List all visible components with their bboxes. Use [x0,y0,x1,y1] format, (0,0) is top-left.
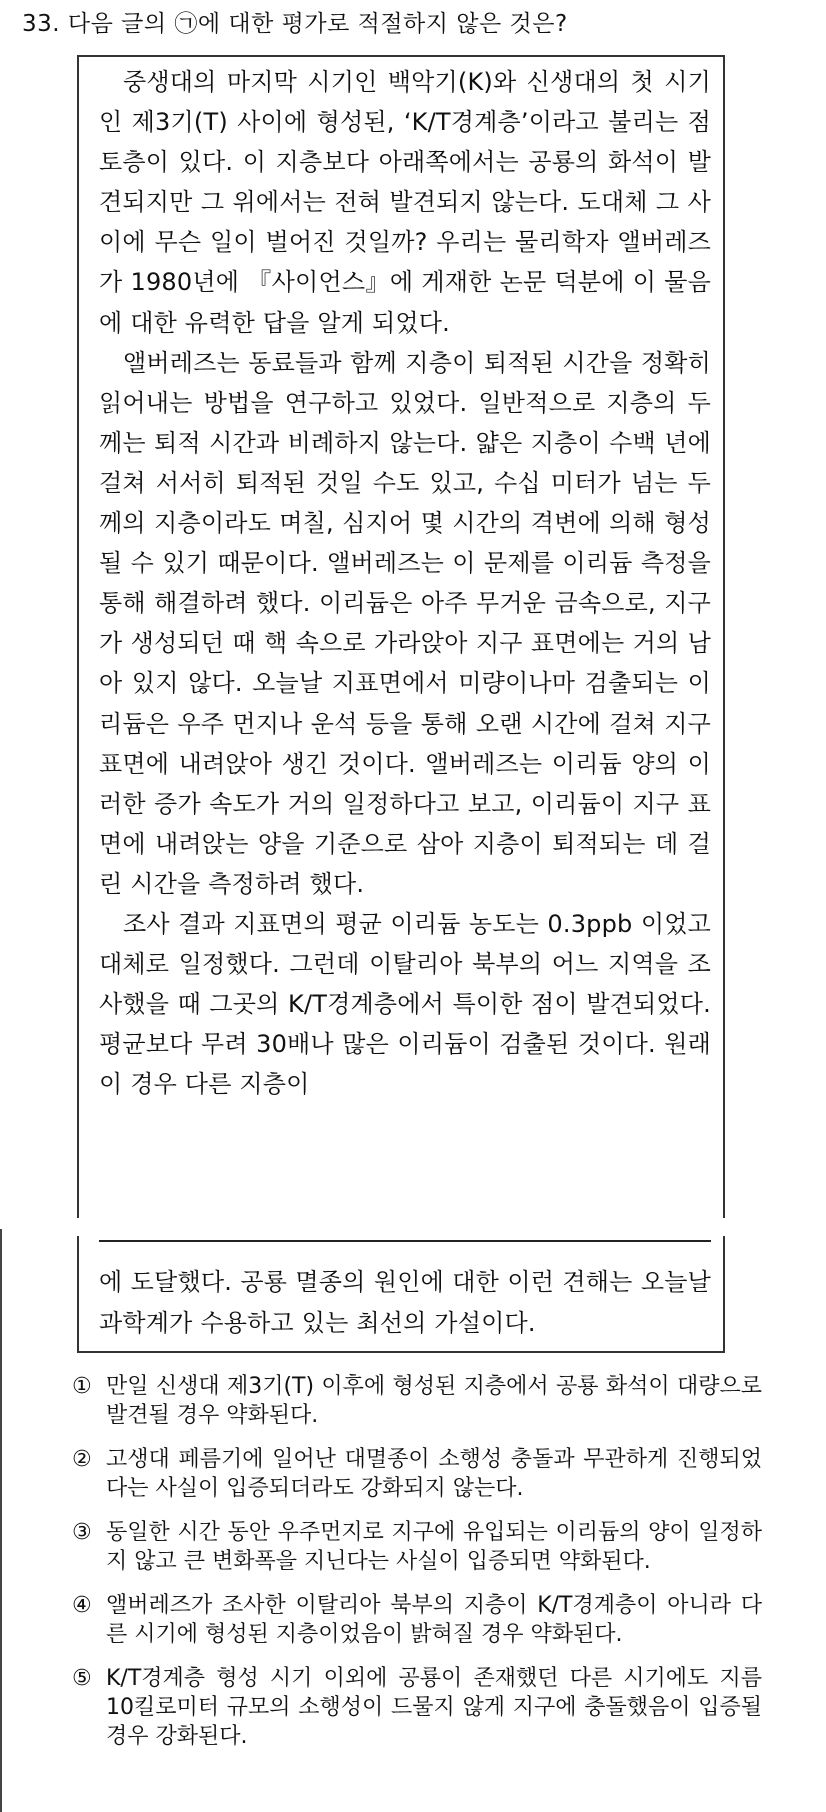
fold-cut-rule [99,1240,711,1242]
choice-number: ④ [72,1593,92,1618]
left-margin-rule [0,1229,2,1812]
question-text: 다음 글의 ㉠에 대한 평가로 적절하지 않은 것은? [67,11,568,37]
choice-text: 만일 신생대 제3기(T) 이후에 형성된 지층에서 공룡 화석이 대량으로 발견될 경우 약화된다. [106,1374,762,1428]
question-number: 33. [22,11,61,37]
passage-paragraph-2: 앨버레즈는 동료들과 함께 지층이 퇴적된 시간을 정확히 읽어내는 방법을 연구하고 있었다. 일반적으로 지층의 두께는 퇴적 시간과 비례하지 않는다. 얇은 지층이 수백 년에 걸쳐 서서히 퇴적된 것일 수도 있고, 수십 미터가 넘는 두께의 지층이라도 며칠, 심지어 몇 시간의 격변에 의해 형성될 수 있기 때문이다. 앨버레즈는 이 문제를 이리듐 측정을 통해 해결하려 했다. 이리듐은 아주 무거운 금속으로, 지구가 생성되던 때 핵 속으로 가라앉아 지구 표면에는 거의 남아 있지 않다. 오늘날 지표면에서 미량이나마 검출되는 이리듐은 우주 먼지나 운석 등을 통해 오랜 시간에 걸쳐 지구 표면에 내려앉아 생긴 것이다. 앨버레즈는 이리듐 양의 이러한 증가 속도가 거의 일정하다고 보고, 이리듐이 지구 표면에 내려앉는 양을 기준으로 삼아 지층이 퇴적되는 데 걸린 시간을 측정하려 했다. [99,348,711,898]
choice-text: 고생대 페름기에 일어난 대멸종이 소행성 충돌과 무관하게 진행되었다는 사실이 입증되더라도 강화되지 않는다. [106,1447,762,1501]
passage-paragraph-1: 중생대의 마지막 시기인 백악기(K)와 신생대의 첫 시기인 제3기(T) 사이에 형성된, ‘K/T경계층’이라고 불리는 점토층이 있다. 이 지층보다 아래쪽에서는 공룡의 화석이 발견되지만 그 위에서는 전혀 발견되지 않는다. 도대체 그 사이에 무슨 일이 벌어진 것일까? 우리는 물리학자 앨버레즈가 1980년에 『사이언스』에 게재한 논문 덕분에 이 물음에 대한 유력한 답을 알게 되었다. [99,68,711,337]
choice-2[interactable] [72,1445,762,1503]
choice-4[interactable] [72,1591,762,1649]
choice-text: 동일한 시간 동안 우주먼지로 지구에 유입되는 이리듐의 양이 일정하지 않고 큰 변화폭을 지닌다는 사실이 입증되면 약화된다. [106,1520,762,1574]
passage-lower [99,1262,711,1344]
passage-upper [99,62,711,1104]
answer-choices [72,1372,762,1766]
choice-1[interactable] [72,1372,762,1430]
choice-number: ③ [72,1520,92,1545]
choice-text: 앨버레즈가 조사한 이탈리아 북부의 지층이 K/T경계층이 아니라 다른 시기에 형성된 지층이었음이 밝혀질 경우 약화된다. [106,1593,762,1647]
question-stem [22,8,568,40]
choice-number: ② [72,1447,92,1472]
choice-5[interactable] [72,1664,762,1751]
passage-paragraph-4: 에 도달했다. 공룡 멸종의 원인에 대한 이런 견해는 오늘날 과학계가 수용하고 있는 최선의 가설이다. [99,1268,711,1337]
choice-text: K/T경계층 형성 시기 이외에 공룡이 존재했던 다른 시기에도 지름 10킬로미터 규모의 소행성이 드물지 않게 지구에 충돌했음이 입증될 경우 강화된다. [106,1666,762,1749]
page-fold-gap [70,1218,734,1236]
choice-3[interactable] [72,1518,762,1576]
choice-number: ⑤ [72,1666,92,1691]
choice-number: ① [72,1374,92,1399]
page-fold-cut-line [99,1240,711,1254]
passage-paragraph-3: 조사 결과 지표면의 평균 이리듐 농도는 0.3ppb 이었고 대체로 일정했다. 그런데 이탈리아 북부의 어느 지역을 조사했을 때 그곳의 K/T경계층에서 특이한 점이 발견되었다. 평균보다 무려 30배나 많은 이리듐이 검출된 것이다. 원래 이 경우 다른 지층이 [99,909,711,1099]
